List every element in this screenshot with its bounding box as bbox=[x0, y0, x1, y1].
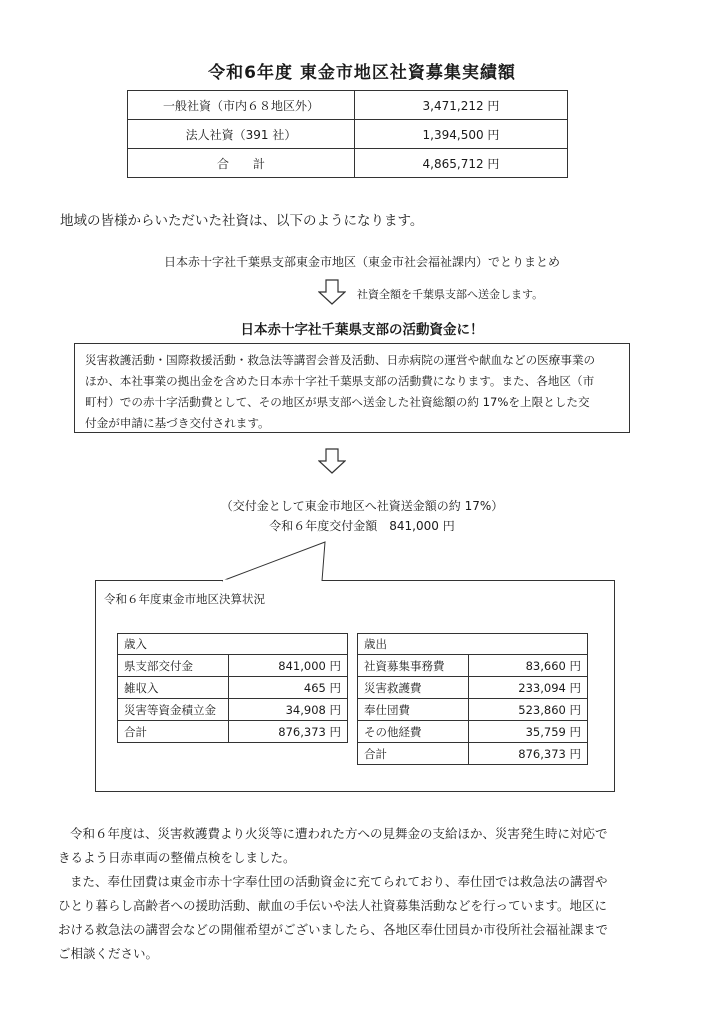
description-line: 災害救護活動・国際救援活動・救急法等講習会普及活動、日赤病院の運営や献血などの医療事業の bbox=[85, 353, 596, 367]
closing-line: おける救急法の講習会などの開催希望がございましたら、各地区奉仕団員か市役所社会福祉課まで bbox=[58, 922, 609, 937]
table-row bbox=[128, 120, 568, 149]
intro-text: 地域の皆様からいただいた社資は、以下のようになります。 bbox=[60, 213, 424, 229]
description-line: ほか、本社事業の拠出金を含めた日本赤十字社千葉県支部の活動費になります。また、各地区（市 bbox=[85, 374, 595, 388]
grant-amount: 令和６年度交付金額 841,000 円 bbox=[269, 519, 455, 533]
row-value: 3,471,212 円 bbox=[355, 91, 568, 120]
closing-line: 令和６年度は、災害救護費より火災等に遭われた方への見舞金の支給ほか、災害発生時に対応で bbox=[70, 826, 608, 841]
collection-line: 日本赤十字社千葉県支部東金市地区（東金市社会福祉課内）でとりまとめ bbox=[163, 255, 560, 269]
row-label: 法人社資（391 社） bbox=[128, 120, 355, 149]
expense-amount: 233,094 円 bbox=[469, 677, 588, 699]
table-row bbox=[118, 634, 348, 655]
table-row bbox=[358, 634, 588, 655]
row-value: 4,865,712 円 bbox=[355, 149, 568, 178]
table-row bbox=[358, 743, 588, 765]
page-title: 令和6年度 東金市地区社資募集実績額 bbox=[208, 63, 516, 83]
income-item: 雑収入 bbox=[118, 677, 229, 699]
income-table bbox=[117, 633, 348, 743]
section-heading: 日本赤十字社千葉県支部の活動資金に！ bbox=[240, 322, 484, 338]
table-row bbox=[118, 721, 348, 743]
row-label: 合 計 bbox=[128, 149, 355, 178]
closing-paragraph-1 bbox=[58, 822, 668, 870]
income-total: 876,373 円 bbox=[229, 721, 348, 743]
table-row bbox=[358, 677, 588, 699]
expense-item: 奉仕団費 bbox=[358, 699, 469, 721]
row-value: 1,394,500 円 bbox=[355, 120, 568, 149]
expense-total: 876,373 円 bbox=[469, 743, 588, 765]
income-item: 県支部交付金 bbox=[118, 655, 229, 677]
callout-pointer bbox=[200, 540, 360, 582]
grant-note: （交付金として東金市地区へ社資送金額の約 17%） bbox=[220, 499, 504, 513]
expense-header: 歳出 bbox=[358, 634, 588, 655]
expense-item: 社資募集事務費 bbox=[358, 655, 469, 677]
expense-total-label: 合計 bbox=[358, 743, 469, 765]
closing-line: きるよう日赤車両の整備点検をしました。 bbox=[58, 850, 296, 865]
table-row bbox=[118, 677, 348, 699]
settlement-title: 令和６年度東金市地区決算状況 bbox=[104, 592, 265, 606]
closing-line: ひとり暮らし高齢者への援助活動、献血の手伝いや法人社資募集活動などを行っています。地区に bbox=[58, 898, 608, 913]
income-item: 災害等資金積立金 bbox=[118, 699, 229, 721]
expense-item: 災害救護費 bbox=[358, 677, 469, 699]
expense-amount: 35,759 円 bbox=[469, 721, 588, 743]
description-line: 付金が申請に基づき交付されます。 bbox=[85, 416, 270, 430]
summary-table bbox=[127, 90, 568, 178]
table-row bbox=[128, 149, 568, 178]
table-row bbox=[358, 699, 588, 721]
income-total-label: 合計 bbox=[118, 721, 229, 743]
transfer-note: 社資全額を千葉県支部へ送金します。 bbox=[357, 288, 544, 301]
expense-item: その他経費 bbox=[358, 721, 469, 743]
closing-line: ご相談ください。 bbox=[58, 946, 159, 961]
income-header: 歳入 bbox=[118, 634, 348, 655]
down-arrow-icon bbox=[318, 448, 346, 474]
expense-amount: 83,660 円 bbox=[469, 655, 588, 677]
table-row bbox=[118, 699, 348, 721]
table-row bbox=[358, 655, 588, 677]
table-row bbox=[128, 91, 568, 120]
row-label: 一般社資（市内６８地区外） bbox=[128, 91, 355, 120]
description-line: 町村）での赤十字活動費として、その地区が県支部へ送金した社資総額の約 17%を上限とした交 bbox=[85, 395, 590, 409]
closing-paragraph-2 bbox=[58, 870, 668, 966]
closing-line: また、奉仕団費は東金市赤十字奉仕団の活動資金に充てられており、奉仕団では救急法の講習や bbox=[70, 874, 608, 889]
expense-table bbox=[357, 633, 588, 765]
table-row bbox=[118, 655, 348, 677]
table-row bbox=[358, 721, 588, 743]
down-arrow-icon bbox=[318, 279, 346, 305]
expense-amount: 523,860 円 bbox=[469, 699, 588, 721]
income-amount: 841,000 円 bbox=[229, 655, 348, 677]
income-amount: 34,908 円 bbox=[229, 699, 348, 721]
usage-description-box bbox=[74, 343, 630, 433]
income-amount: 465 円 bbox=[229, 677, 348, 699]
